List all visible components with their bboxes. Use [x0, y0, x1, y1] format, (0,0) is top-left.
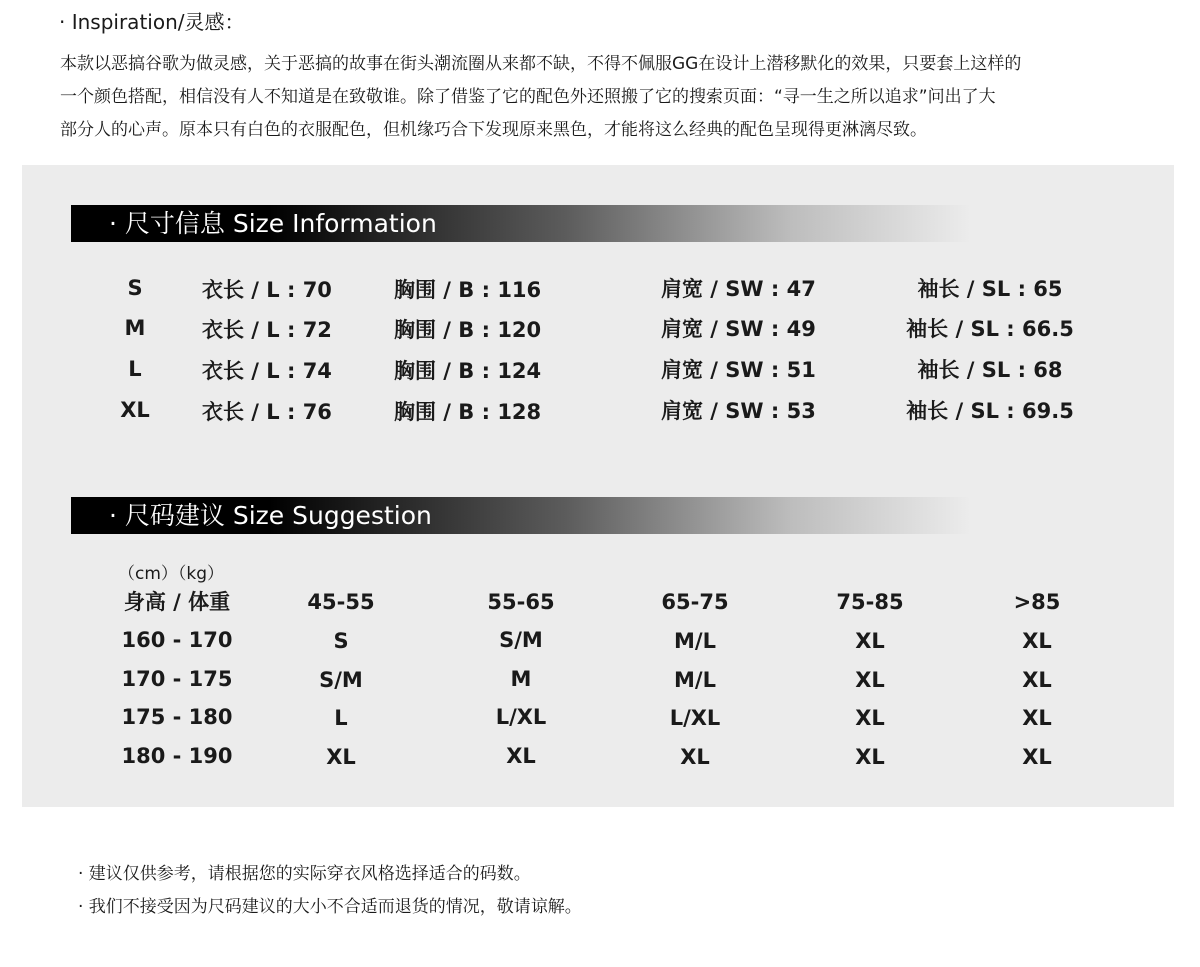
size-label: XL [120, 398, 150, 422]
suggested-size: M/L [674, 629, 716, 653]
size-suggestion-header [71, 497, 971, 534]
shoulder-value: 肩宽 / SW : 49 [661, 317, 816, 341]
suggested-size: XL [1022, 745, 1052, 769]
shoulder-value: 肩宽 / SW : 47 [661, 277, 816, 301]
length-value: 衣长 / L : 72 [202, 318, 332, 342]
suggested-size: XL [1022, 668, 1052, 692]
suggested-size: XL [855, 668, 885, 692]
weight-range-header: 75-85 [836, 590, 904, 614]
height-weight-header: 身高 / 体重 [123, 590, 231, 614]
suggested-size: L/XL [669, 706, 721, 730]
size-label: M [124, 316, 146, 340]
size-suggestion-title: · 尺码建议 Size Suggestion [109, 501, 432, 530]
suggested-size: L [334, 706, 348, 730]
suggested-size: S [333, 629, 349, 653]
suggested-size: XL [1022, 629, 1052, 653]
units-label: （cm）（kg） [118, 564, 225, 584]
note-line: · 建议仅供参考，请根据您的实际穿衣风格选择适合的码数。 [78, 864, 531, 884]
suggested-size: XL [855, 629, 885, 653]
weight-range-header: 45-55 [307, 590, 375, 614]
suggested-size: XL [680, 745, 710, 769]
size-info-header [71, 205, 971, 242]
suggested-size: XL [855, 745, 885, 769]
weight-range-header: 55-65 [487, 590, 555, 614]
inspiration-line: 部分人的心声。原本只有白色的衣服配色，但机缘巧合下发现原来黑色，才能将这么经典的配色呈现得更淋漓尽致。 [60, 120, 927, 140]
sleeve-value: 袖长 / SL : 65 [917, 277, 1063, 301]
sleeve-value: 袖长 / SL : 69.5 [906, 399, 1074, 423]
suggested-size: S/M [499, 628, 543, 652]
suggested-size: M/L [674, 668, 716, 692]
weight-range-header: 65-75 [661, 590, 729, 614]
suggested-size: XL [855, 706, 885, 730]
length-value: 衣长 / L : 70 [202, 278, 332, 302]
suggested-size: XL [506, 744, 536, 768]
shoulder-value: 肩宽 / SW : 53 [661, 399, 816, 423]
suggested-size: S/M [319, 668, 363, 692]
height-range: 170 - 175 [121, 667, 233, 691]
height-range: 160 - 170 [121, 628, 233, 652]
inspiration-line: 本款以恶搞谷歌为做灵感，关于恶搞的故事在街头潮流圈从来都不缺，不得不佩服GG在设计上潜移默化的效果，只要套上这样的 [60, 54, 1022, 74]
size-info-title: · 尺寸信息 Size Information [109, 209, 437, 238]
bust-value: 胸围 / B : 116 [394, 278, 542, 302]
size-label: S [127, 276, 143, 300]
note-line: · 我们不接受因为尺码建议的大小不合适而退货的情况，敬请谅解。 [78, 897, 582, 917]
inspiration-title: · Inspiration/灵感： [59, 10, 245, 34]
shoulder-value: 肩宽 / SW : 51 [661, 358, 816, 382]
suggested-size: XL [326, 745, 356, 769]
sleeve-value: 袖长 / SL : 66.5 [906, 317, 1074, 341]
inspiration-line: 一个颜色搭配，相信没有人不知道是在致敬谁。除了借鉴了它的配色外还照搬了它的搜索页面：“寻一生之所以追求”问出了大 [60, 87, 996, 107]
bust-value: 胸围 / B : 128 [394, 400, 542, 424]
bust-value: 胸围 / B : 124 [394, 359, 542, 383]
size-notes [78, 858, 582, 924]
suggested-size: M [510, 667, 532, 691]
height-range: 180 - 190 [121, 744, 233, 768]
weight-range-header: >85 [1013, 590, 1061, 614]
size-label: L [128, 357, 142, 381]
height-range: 175 - 180 [121, 705, 233, 729]
bust-value: 胸围 / B : 120 [394, 318, 542, 342]
inspiration-text [60, 48, 1140, 147]
suggested-size: XL [1022, 706, 1052, 730]
sleeve-value: 袖长 / SL : 68 [917, 358, 1063, 382]
suggested-size: L/XL [495, 705, 547, 729]
length-value: 衣长 / L : 76 [202, 400, 332, 424]
length-value: 衣长 / L : 74 [202, 359, 332, 383]
